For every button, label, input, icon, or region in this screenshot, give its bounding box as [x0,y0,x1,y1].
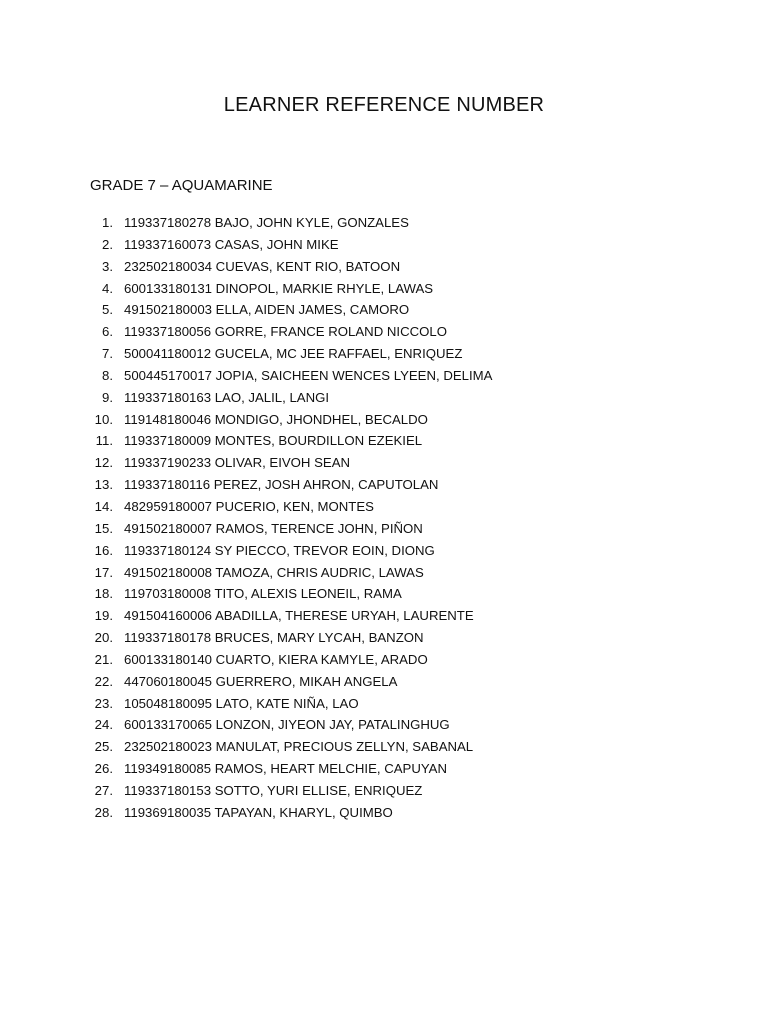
list-item-number: 28. [94,804,113,820]
list-item [0,387,492,409]
list-item-text: 491502180008 TAMOZA, CHRIS AUDRIC, LAWAS [124,564,424,580]
list-item-number: 22. [94,673,113,689]
list-item-text: 119337180116 PEREZ, JOSH AHRON, CAPUTOLAN [124,477,439,493]
list-item [0,605,492,627]
list-item-text: 119148180046 MONDIGO, JHONDHEL, BECALDO [124,411,428,427]
list-item-text: 119337180124 SY PIECCO, TREVOR EOIN, DIONG [124,542,435,558]
list-item [0,693,492,715]
list-item-number: 16. [94,542,113,558]
list-item [0,758,492,780]
list-item [0,212,492,234]
list-item-number: 10. [94,411,113,427]
list-item-text: 600133170065 LONZON, JIYEON JAY, PATALINGHUG [124,717,450,733]
list-item [0,518,492,540]
list-item [0,583,492,605]
list-item-text: 119337180163 LAO, JALIL, LANGI [124,389,330,405]
list-item-number: 6. [102,324,113,340]
list-item-text: 491502180003 ELLA, AIDEN JAMES, CAMORO [124,302,410,318]
list-item-number: 4. [102,280,113,296]
list-item-number: 7. [102,346,113,362]
list-item-text: 119369180035 TAPAYAN, KHARYL, QUIMBO [124,804,393,820]
list-item-text: 119337180153 SOTTO, YURI ELLISE, ENRIQUEZ [124,782,423,798]
list-item-text: 232502180034 CUEVAS, KENT RIO, BATOON [124,258,401,274]
list-item-number: 12. [94,455,113,471]
list-item-text: 482959180007 PUCERIO, KEN, MONTES [124,498,374,514]
list-item-text: 119337190233 OLIVAR, EIVOH SEAN [124,455,351,471]
list-item-number: 2. [102,236,113,252]
list-item-text: 447060180045 GUERRERO, MIKAH ANGELA [124,673,398,689]
list-item-number: 5. [102,302,113,318]
list-item-text: 600133180131 DINOPOL, MARKIE RHYLE, LAWAS [124,280,434,296]
list-item [0,562,492,584]
list-item-text: 232502180023 MANULAT, PRECIOUS ZELLYN, SABANAL [124,739,474,755]
list-item-text: 600133180140 CUARTO, KIERA KAMYLE, ARADO [124,651,428,667]
list-item-text: 119337180178 BRUCES, MARY LYCAH, BANZON [124,630,424,646]
list-item-number: 15. [94,520,113,536]
list-item-number: 11. [95,433,113,449]
list-item [0,714,492,736]
list-item-number: 26. [94,761,113,777]
list-item-number: 9. [102,389,113,405]
list-item [0,496,492,518]
list-item [0,540,492,562]
list-item-text: 105048180095 LATO, KATE NIÑA, LAO [124,695,359,711]
list-item [0,234,492,256]
list-item-number: 17. [94,564,113,580]
list-item-text: 119337180278 BAJO, JOHN KYLE, GONZALES [124,215,409,230]
list-item-number: 3. [102,258,113,274]
list-item-number: 20. [94,630,113,646]
list-item [0,474,492,496]
section-heading: GRADE 7 – AQUAMARINE [90,177,273,194]
list-item [0,409,492,431]
list-item [0,627,492,649]
list-item-number: 19. [94,608,113,624]
list-item-text: 491504160006 ABADILLA, THERESE URYAH, LAURENTE [124,608,474,624]
list-item [0,365,492,387]
list-item-number: 14. [94,498,113,514]
list-item [0,802,492,824]
list-item-number: 24. [94,717,113,733]
list-item-number: 13. [94,477,113,493]
list-item-text: 500041180012 GUCELA, MC JEE RAFFAEL, ENRIQUEZ [124,346,463,362]
list-item-number: 25. [94,739,113,755]
list-item-text: 500445170017 JOPIA, SAICHEEN WENCES LYEEN, DELIMA [124,367,493,383]
list-item-number: 23. [94,695,113,711]
list-item [0,343,492,365]
list-item-text: 119337180056 GORRE, FRANCE ROLAND NICCOLO [124,324,447,340]
list-item [0,256,492,278]
list-item [0,321,492,343]
list-item-text: 119703180008 TITO, ALEXIS LEONEIL, RAMA [124,586,402,602]
list-item [0,649,492,671]
list-item-number: 18. [94,586,113,602]
page-title: LEARNER REFERENCE NUMBER [223,94,545,116]
list-item-number: 8. [102,367,113,383]
list-item [0,299,492,321]
list-item-text: 491502180007 RAMOS, TERENCE JOHN, PIÑON [124,520,423,536]
list-item-number: 21. [94,651,113,667]
list-item [0,736,492,758]
list-item [0,430,492,452]
learner-list [0,212,492,824]
list-item-text: 119349180085 RAMOS, HEART MELCHIE, CAPUYAN [124,761,447,777]
list-item-number: 1. [102,215,113,230]
list-item-text: 119337180009 MONTES, BOURDILLON EZEKIEL [124,433,423,449]
list-item-number: 27. [94,782,113,798]
list-item [0,278,492,300]
list-item [0,452,492,474]
list-item-text: 119337160073 CASAS, JOHN MIKE [124,236,339,252]
list-item [0,671,492,693]
list-item [0,780,492,802]
